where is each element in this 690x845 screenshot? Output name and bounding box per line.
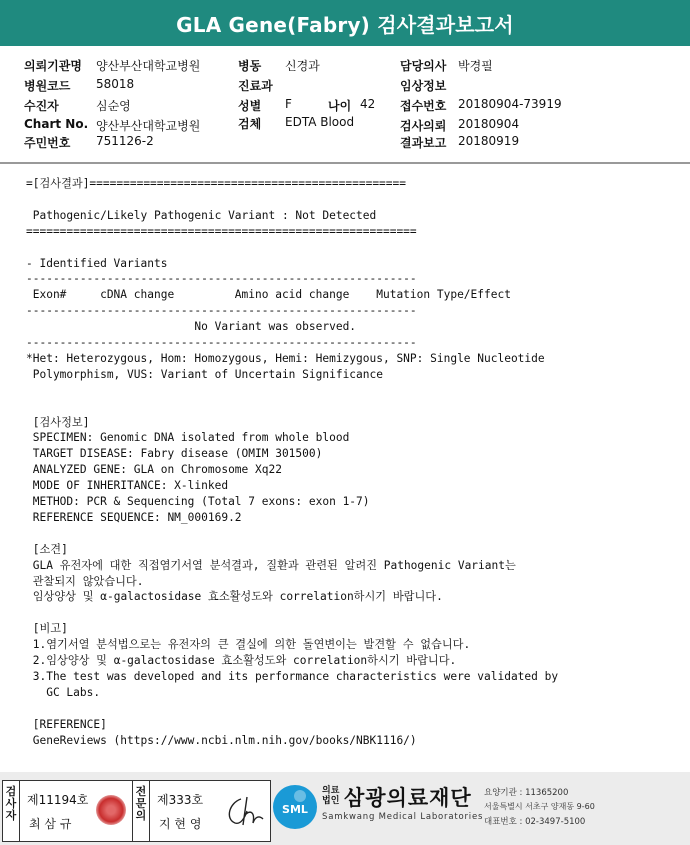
report-line: *Het: Heterozygous, Hom: Homozygous, Hemi: Hemizygous, SNP: Single Nucleotide bbox=[26, 351, 545, 365]
report-line: [REFERENCE] bbox=[26, 717, 107, 731]
examiner-label: 검사자 bbox=[5, 785, 17, 822]
report-line: REFERENCE SEQUENCE: NM_000169.2 bbox=[26, 510, 242, 524]
age-label: 나이 bbox=[328, 99, 352, 113]
resident-no-value: 751126-2 bbox=[96, 134, 154, 148]
hospital-value: 양산부산대학교병원 bbox=[96, 59, 201, 73]
ward-label: 병동 bbox=[238, 59, 262, 73]
org-name: 삼광의료재단 bbox=[344, 786, 472, 810]
doctor-label: 담당의사 bbox=[400, 59, 447, 73]
accession-value: 20180904-73919 bbox=[458, 97, 562, 111]
report-line: [소견] bbox=[26, 542, 68, 556]
examiner-license: 제11194호 bbox=[27, 793, 89, 807]
org-small-2: 법인 bbox=[322, 796, 340, 806]
report-line: [비고] bbox=[26, 622, 68, 636]
age-value: 42 bbox=[360, 97, 376, 111]
report-title: GLA Gene(Fabry) 검사결과보고서 bbox=[0, 0, 690, 46]
patient-info bbox=[0, 54, 690, 154]
ward-value: 신경과 bbox=[285, 59, 320, 73]
signature-box bbox=[2, 780, 271, 842]
doctor-license: 제333호 bbox=[157, 793, 204, 807]
logo-text: SML bbox=[282, 803, 308, 816]
footer bbox=[0, 772, 690, 845]
resident-no-label: 주민번호 bbox=[24, 136, 71, 150]
report-line: TARGET DISEASE: Fabry disease (OMIM 301500) bbox=[26, 447, 323, 461]
report-line: ANALYZED GENE: GLA on Chromosome Xq22 bbox=[26, 463, 282, 477]
report-line: Exon# cDNA change Amino acid change Mutation Type/Effect bbox=[26, 288, 511, 302]
report-line: GLA 유전자에 대한 직접염기서열 분석결과, 질환과 관련된 알려진 Pathogenic Variant는 bbox=[26, 558, 516, 572]
examiner-name: 최 삼 규 bbox=[29, 817, 72, 831]
org-small-1: 의료 bbox=[322, 786, 340, 796]
sex-value: F bbox=[285, 97, 292, 111]
contact-address: 서울특별시 서초구 양재동 9-60 bbox=[484, 802, 595, 811]
department-label: 진료과 bbox=[238, 79, 273, 93]
request-date-value: 20180904 bbox=[458, 117, 520, 131]
specimen-label: 검체 bbox=[238, 117, 262, 131]
report-line: ---------------------------------------------------------- bbox=[26, 272, 417, 286]
report-line: ---------------------------------------------------------- bbox=[26, 336, 417, 349]
request-date-label: 검사의뢰 bbox=[400, 119, 447, 133]
report-line: 1.염기서열 분석법으로는 유전자의 큰 결실에 의한 돌연변이는 발견할 수 없습니다. bbox=[26, 638, 471, 652]
report-line: GC Labs. bbox=[26, 685, 101, 699]
clinical-info-label: 임상정보 bbox=[400, 79, 447, 93]
doctor-value: 박경필 bbox=[458, 59, 493, 73]
patient-label: 수진자 bbox=[24, 99, 59, 113]
sml-logo-icon bbox=[272, 784, 318, 830]
report-line: 임상양상 및 α-galactosidase 효소활성도와 correlation하시기 바랍니다. bbox=[26, 590, 443, 604]
report-line: GeneReviews (https://www.ncbi.nlm.nih.gov/books/NBK1116/) bbox=[26, 733, 417, 747]
signature-icon bbox=[221, 789, 267, 833]
report-line: 2.임상양상 및 α-galactosidase 효소활성도와 correlation하시기 바랍니다. bbox=[26, 654, 457, 667]
org-english: Samkwang Medical Laboratories bbox=[322, 812, 484, 822]
report-date-label: 결과보고 bbox=[400, 136, 447, 150]
report-line: METHOD: PCR & Sequencing (Total 7 exons: exon 1-7) bbox=[26, 495, 370, 508]
sex-label: 성별 bbox=[238, 99, 262, 113]
report-line: Polymorphism, VUS: Variant of Uncertain Significance bbox=[26, 367, 383, 381]
contact-code: 요양기관 : 11365200 bbox=[484, 788, 569, 798]
seal-stamp-icon bbox=[96, 795, 126, 825]
hospital-code-value: 58018 bbox=[96, 77, 135, 91]
report-line: Pathogenic/Likely Pathogenic Variant : Not Detected bbox=[26, 208, 377, 222]
report-line: [검사정보] bbox=[26, 415, 90, 429]
report-line: ========================================================== bbox=[26, 224, 417, 238]
report-line: 3.The test was developed and its performance characteristics were validated by bbox=[26, 669, 559, 683]
report-line: =[검사결과]=============================================== bbox=[26, 177, 407, 190]
contact-phone: 대표번호 : 02-3497-5100 bbox=[484, 817, 586, 827]
report-line: MODE OF INHERITANCE: X-linked bbox=[26, 479, 229, 493]
report-line: SPECIMEN: Genomic DNA isolated from whole blood bbox=[26, 431, 350, 445]
report-date-value: 20180919 bbox=[458, 134, 520, 148]
hospital-code-label: 병원코드 bbox=[24, 79, 71, 93]
chart-no-label: Chart No. bbox=[24, 117, 89, 131]
report-line: - Identified Variants bbox=[26, 256, 168, 270]
patient-value: 심순영 bbox=[96, 99, 131, 113]
accession-label: 접수번호 bbox=[400, 99, 447, 113]
report-line: ---------------------------------------------------------- bbox=[26, 304, 417, 318]
doctor-name: 지 현 영 bbox=[159, 817, 202, 831]
header-divider bbox=[0, 162, 690, 164]
report-line: 관찰되지 않았습니다. bbox=[26, 574, 144, 588]
chart-no-value: 양산부산대학교병원 bbox=[96, 119, 201, 133]
report-line: No Variant was observed. bbox=[26, 320, 357, 334]
specimen-value: EDTA Blood bbox=[285, 115, 355, 129]
doctor-title-label: 전문의 bbox=[135, 785, 147, 822]
hospital-label: 의뢰기관명 bbox=[24, 59, 82, 73]
